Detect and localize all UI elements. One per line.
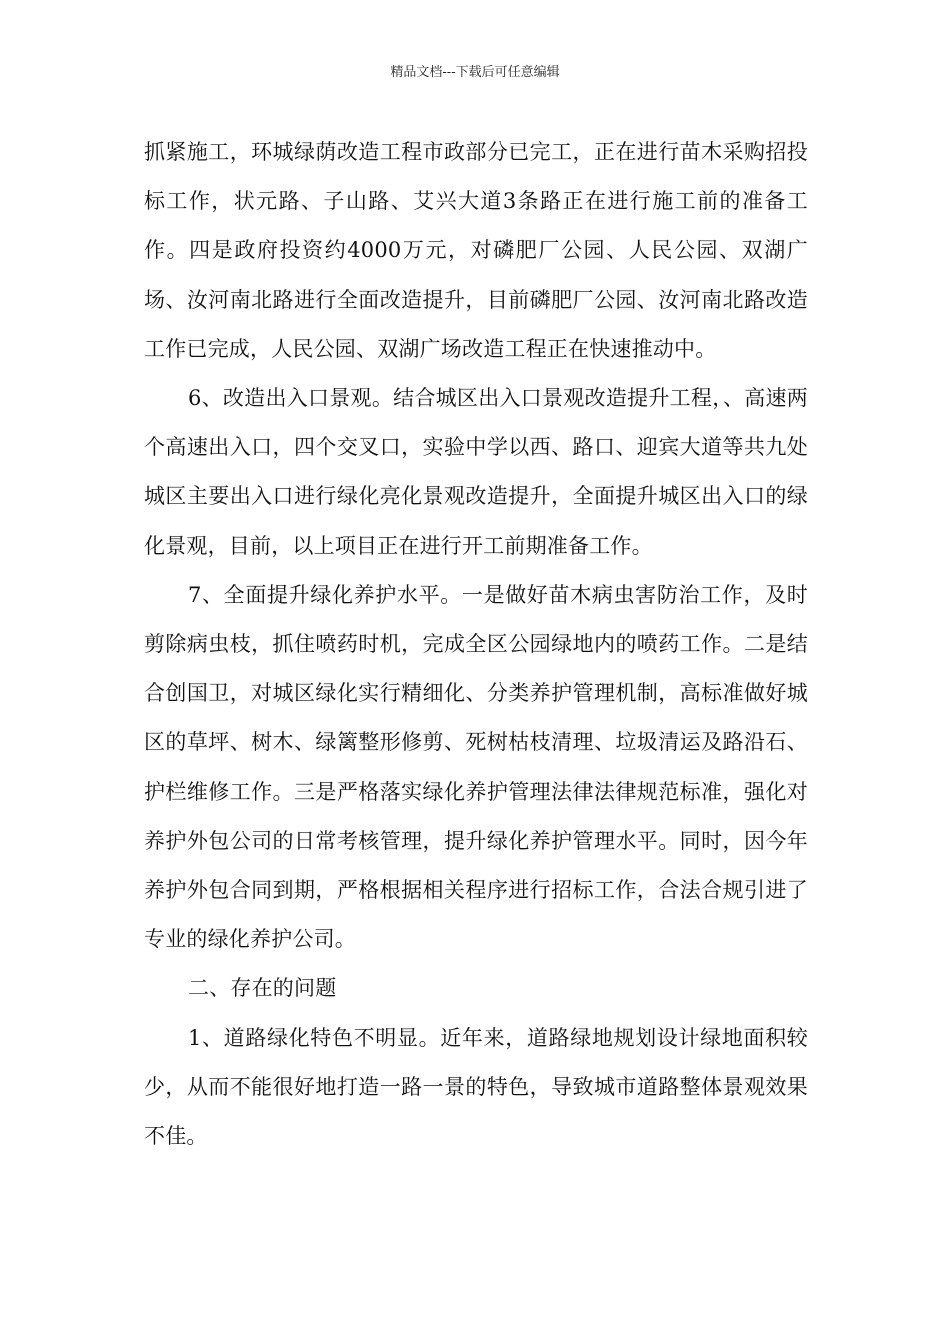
section-heading-problems: 二、存在的问题 — [188, 976, 337, 1001]
paragraph-continuation: 抓紧施工，环城绿荫改造工程市政部分已完工，正在进行苗木采购招投标工作，状元路、子山路、艾兴大道3条路正在进行施工前的准备工作。四是政府投资约4000万元，对磷肥厂公园、人民公园、双湖广场、汝河南北路进行全面改造提升，目前磷肥厂公园、汝河南北路改造工作已完成，人民公园、双湖广场改造工程正在快速推动中。 — [144, 140, 808, 361]
paragraph-entrance-landscape: 6、改造出入口景观。结合城区出入口景观改造提升工程，、高速两个高速出入口，四个交叉口，实验中学以西、路口、迎宾大道等共九处城区主要出入口进行绿化亮化景观改造提升，全面提升城区出入口的绿化景观，目前，以上项目正在进行开工前期准备工作。 — [144, 386, 808, 558]
document-body — [144, 128, 808, 1161]
paragraph-road-greening: 1、道路绿化特色不明显。近年来，道路绿地规划设计绿地面积较少，从而不能很好地打造一路一景的特色，导致城市道路整体景观效果不佳。 — [144, 1025, 808, 1149]
page-header: 精品文档---下载后可任意编辑 — [390, 65, 560, 80]
paragraph-greening-maintenance: 7、全面提升绿化养护水平。一是做好苗木病虫害防治工作，及时剪除病虫枝，抓住喷药时机，完成全区公园绿地内的喷药工作。二是结合创国卫，对城区绿化实行精细化、分类养护管理机制，高标准做好城区的草坪、树木、绿篱整形修剪、死树枯枝清理、垃圾清运及路沿石、护栏维修工作。三是严格落实绿化养护管理法律法律规范标准，强化对养护外包公司的日常考核管理，提升绿化养护管理水平。同时，因今年养护外包合同到期，严格根据相关程序进行招标工作，合法合规引进了专业的绿化养护公司。 — [144, 582, 808, 952]
